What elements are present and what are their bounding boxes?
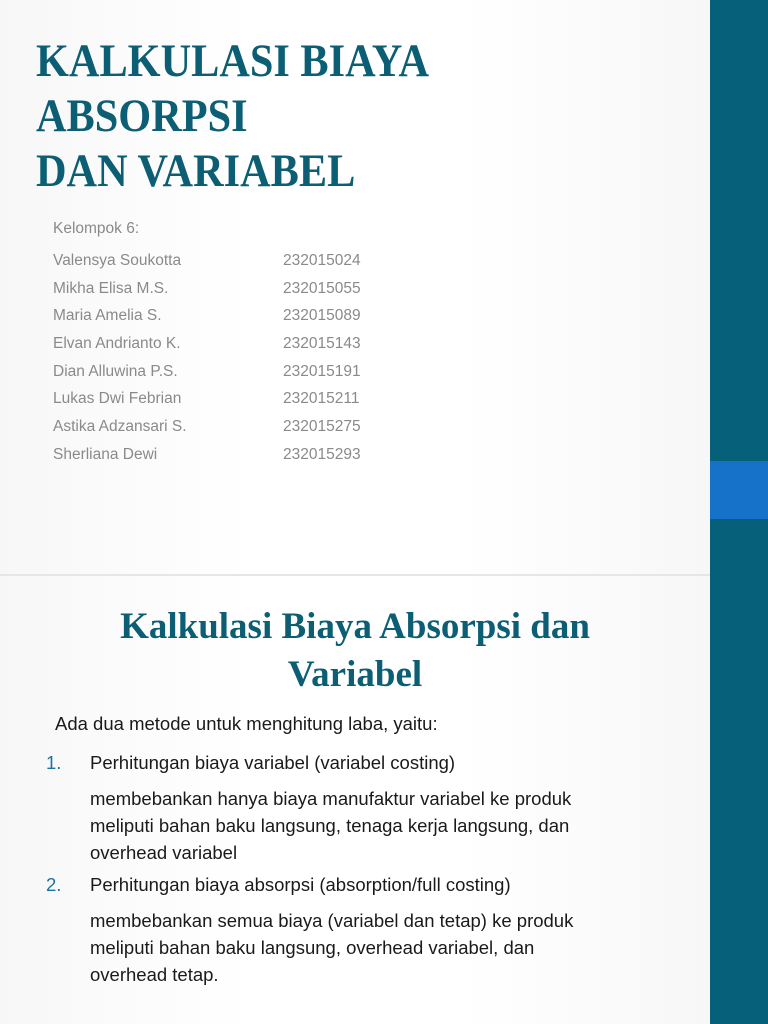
member-id: 232015089: [283, 307, 361, 325]
member-name: Mikha Elisa M.S.: [53, 279, 169, 297]
description-line: membebankan hanya biaya manufaktur variabel ke produk: [90, 788, 572, 809]
member-row: [53, 247, 473, 275]
member-id: 232015024: [283, 251, 361, 269]
description-line: overhead tetap.: [90, 964, 219, 985]
slide2-title-line1: Kalkulasi Biaya Absorpsi dan: [120, 606, 590, 647]
method-heading: Perhitungan biaya variabel (variabel costing): [90, 752, 456, 773]
member-row: [53, 385, 473, 413]
method-description: [90, 785, 680, 866]
slide1-title: [36, 34, 630, 199]
description-line: meliputi bahan baku langsung, overhead variabel, dan: [90, 937, 535, 958]
member-name: Elvan Andrianto K.: [53, 334, 181, 352]
method-heading: Perhitungan biaya absorpsi (absorption/full costing): [90, 874, 511, 895]
member-row: [53, 330, 473, 358]
member-id: 232015143: [283, 334, 361, 352]
member-name: Sherliana Dewi: [53, 445, 158, 463]
member-id: 232015191: [283, 362, 361, 380]
intro-text: Ada dua metode untuk menghitung laba, yaitu:: [55, 713, 438, 734]
member-id: 232015211: [283, 390, 360, 408]
member-name: Valensya Soukotta: [53, 251, 182, 269]
method-description: [90, 907, 680, 988]
member-id: 232015275: [283, 417, 361, 435]
description-line: overhead variabel: [90, 842, 238, 863]
list-number: 2.: [46, 874, 62, 895]
slide1-title-line2: DAN VARIABEL: [36, 145, 356, 197]
member-name: Astika Adzansari S.: [53, 417, 187, 435]
description-line: membebankan semua biaya (variabel dan tetap) ke produk: [90, 910, 574, 931]
member-name: Dian Alluwina P.S.: [53, 362, 178, 380]
member-id: 232015055: [283, 279, 361, 297]
member-name: Lukas Dwi Febrian: [53, 390, 182, 408]
member-row: [53, 302, 473, 330]
member-row: [53, 275, 473, 303]
member-row: [53, 358, 473, 386]
member-id: 232015293: [283, 445, 361, 463]
slide1-title-line1: KALKULASI BIAYA ABSORPSI: [36, 35, 427, 142]
sidebar-accent-block: [710, 461, 768, 519]
member-row: [53, 441, 473, 469]
slide2-title-line2: Variabel: [287, 654, 423, 695]
member-row: [53, 413, 473, 441]
group-label: Kelompok 6:: [53, 220, 140, 237]
list-number: 1.: [46, 752, 62, 773]
slide2-title: [30, 603, 680, 699]
member-list: [53, 247, 473, 469]
description-line: meliputi bahan baku langsung, tenaga kerja langsung, dan: [90, 815, 570, 836]
member-name: Maria Amelia S.: [53, 307, 162, 325]
